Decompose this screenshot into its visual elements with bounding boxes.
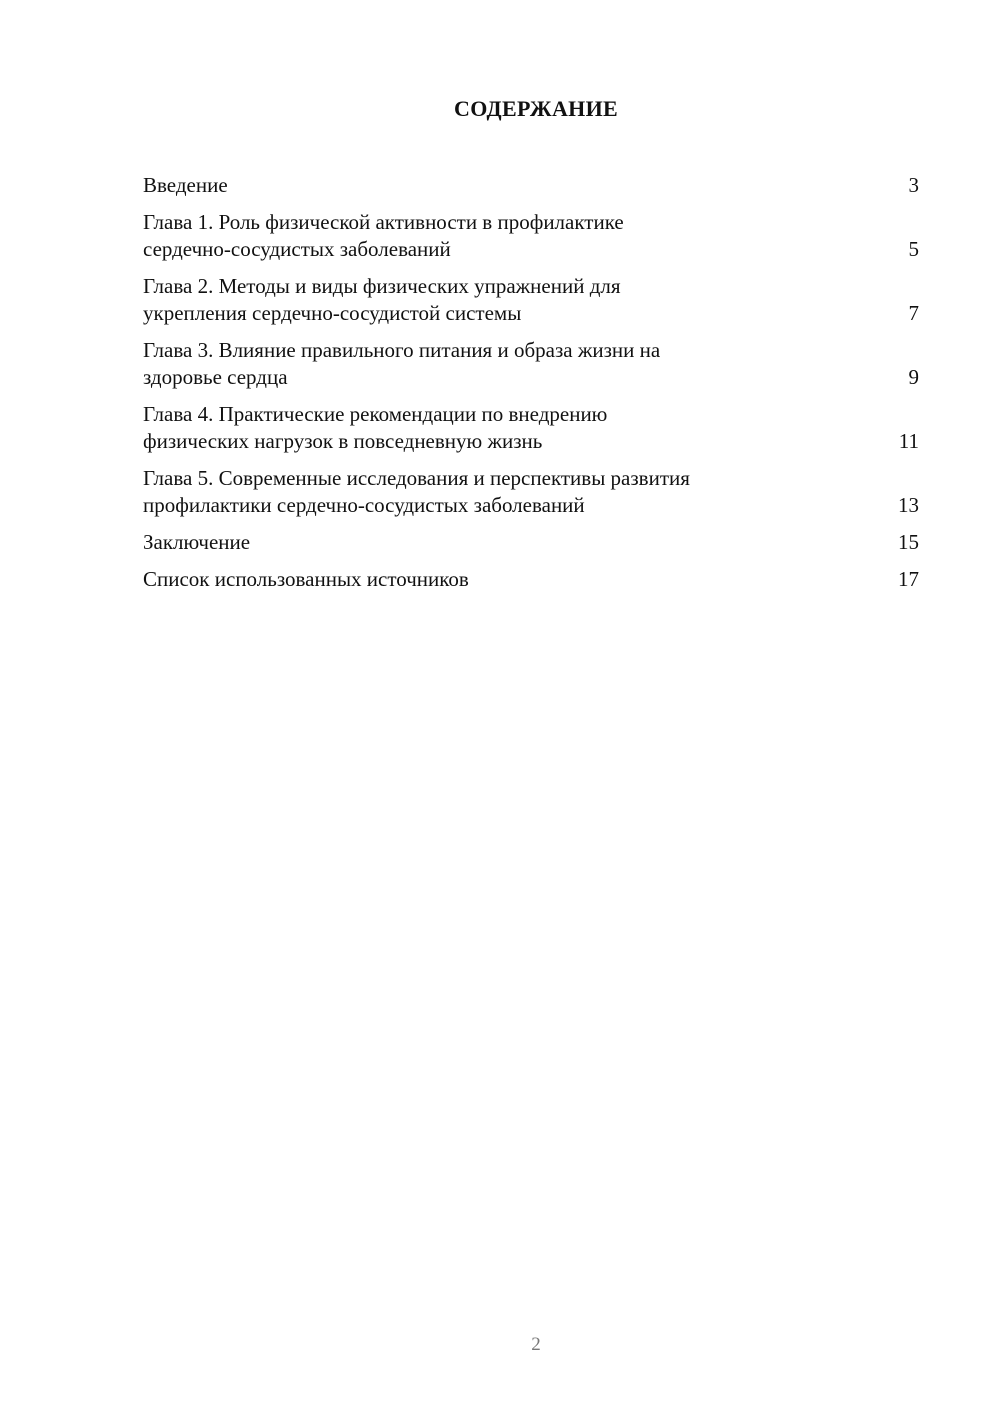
- toc-entry-text: Заключение: [143, 530, 251, 554]
- toc-entry-page: 3: [908, 173, 919, 197]
- toc-entry-page: 15: [898, 530, 919, 554]
- toc-entry-text: Список использованных источников: [143, 567, 469, 591]
- toc-entry-chapter-5[interactable]: [143, 465, 919, 519]
- toc-entry-references[interactable]: [143, 566, 919, 593]
- toc-entry-text: Глава 5. Современные исследования и перспективы развития профилактики сердечно-сосудистых заболеваний: [143, 466, 690, 517]
- toc-entry-text: Глава 1. Роль физической активности в профилактике сердечно-сосудистых заболеваний: [143, 210, 624, 261]
- toc-entry-chapter-3[interactable]: [143, 337, 919, 391]
- toc-entry-text: Глава 3. Влияние правильного питания и образа жизни на здоровье сердца: [143, 338, 661, 389]
- toc-entry-chapter-4[interactable]: [143, 401, 919, 455]
- toc-entry-text: Глава 2. Методы и виды физических упражнений для укрепления сердечно-сосудистой системы: [143, 274, 621, 325]
- toc-entry-conclusion[interactable]: [143, 529, 919, 556]
- toc-entry-page: 5: [908, 237, 919, 261]
- toc-entry-page: 13: [898, 493, 919, 517]
- toc-entry-text: Глава 4. Практические рекомендации по внедрению физических нагрузок в повседневную жизнь: [143, 402, 608, 453]
- toc-entry-page: 11: [898, 429, 919, 453]
- page-number: 2: [531, 1334, 541, 1355]
- page-title: СОДЕРЖАНИЕ: [454, 96, 618, 121]
- toc-entry-chapter-2[interactable]: [143, 273, 919, 327]
- toc-entry-page: 7: [908, 301, 919, 325]
- table-of-contents: [143, 172, 919, 603]
- toc-entry-introduction[interactable]: [143, 172, 919, 199]
- toc-entry-page: 17: [898, 567, 919, 591]
- toc-entry-page: 9: [908, 365, 919, 389]
- toc-entry-chapter-1[interactable]: [143, 209, 919, 263]
- toc-entry-text: Введение: [143, 173, 228, 197]
